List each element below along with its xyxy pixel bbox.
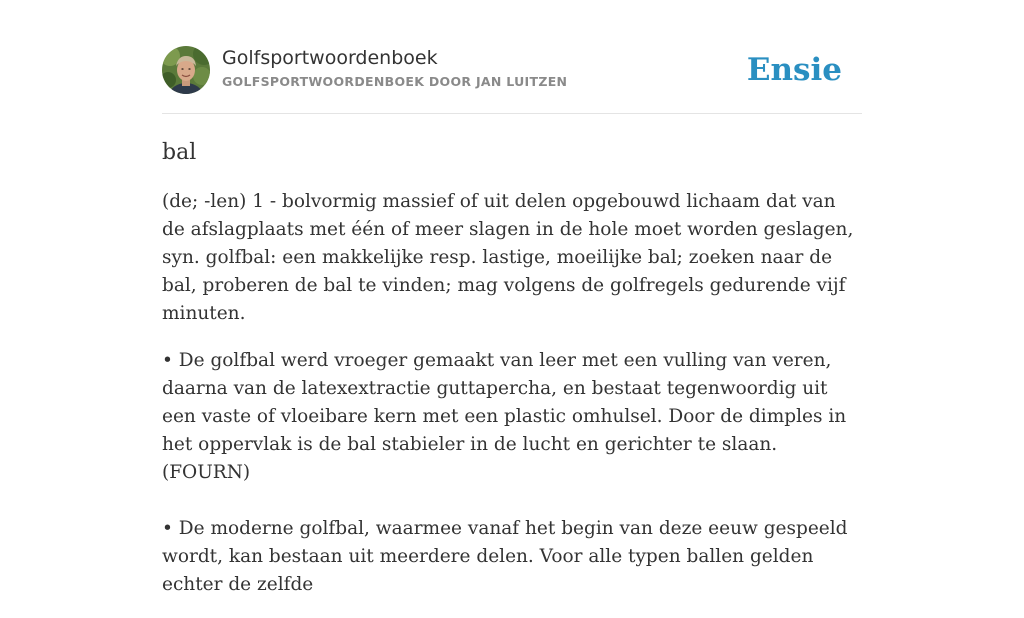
site-title[interactable]: Golfsportwoordenboek bbox=[222, 47, 438, 69]
entry-note: • De moderne golfbal, waarmee vanaf het begin van deze eeuw gespeeld wordt, kan bestaan uit meerdere delen. Voor alle typen ballen gelden echter de zelfde bbox=[162, 518, 848, 595]
entry-definition: (de; -len) 1 - bolvormig massief of uit delen opgebouwd lichaam dat van de afslagplaats met één of meer slagen in de hole moet worden geslagen, syn. golfbal: een makkelijke resp. lastige, moeilijke bal; zoeken naar de bal, proberen de bal te vinden; mag volgens de golfregels gedurende vijf minuten. bbox=[162, 191, 854, 324]
site-header bbox=[162, 46, 862, 114]
entry-content bbox=[162, 138, 862, 618]
avatar-image bbox=[162, 46, 210, 94]
entry-term: bal bbox=[162, 140, 197, 165]
header-divider bbox=[162, 113, 862, 114]
person-avatar-icon[interactable] bbox=[162, 46, 210, 94]
entry-note: • De golfbal werd vroeger gemaakt van leer met een vulling van veren, daarna van de latexextractie guttapercha, en bestaat tegenwoordig uit een vaste of vloeibare kern met een plastic omhulsel. Door de dimples in het oppervlak is de bal stabieler in de lucht en gerichter te slaan. (FOURN) bbox=[162, 350, 847, 483]
site-subtitle[interactable]: GOLFSPORTWOORDENBOEK DOOR JAN LUITZEN bbox=[222, 74, 568, 89]
brand-logo[interactable]: Ensie bbox=[746, 52, 842, 88]
